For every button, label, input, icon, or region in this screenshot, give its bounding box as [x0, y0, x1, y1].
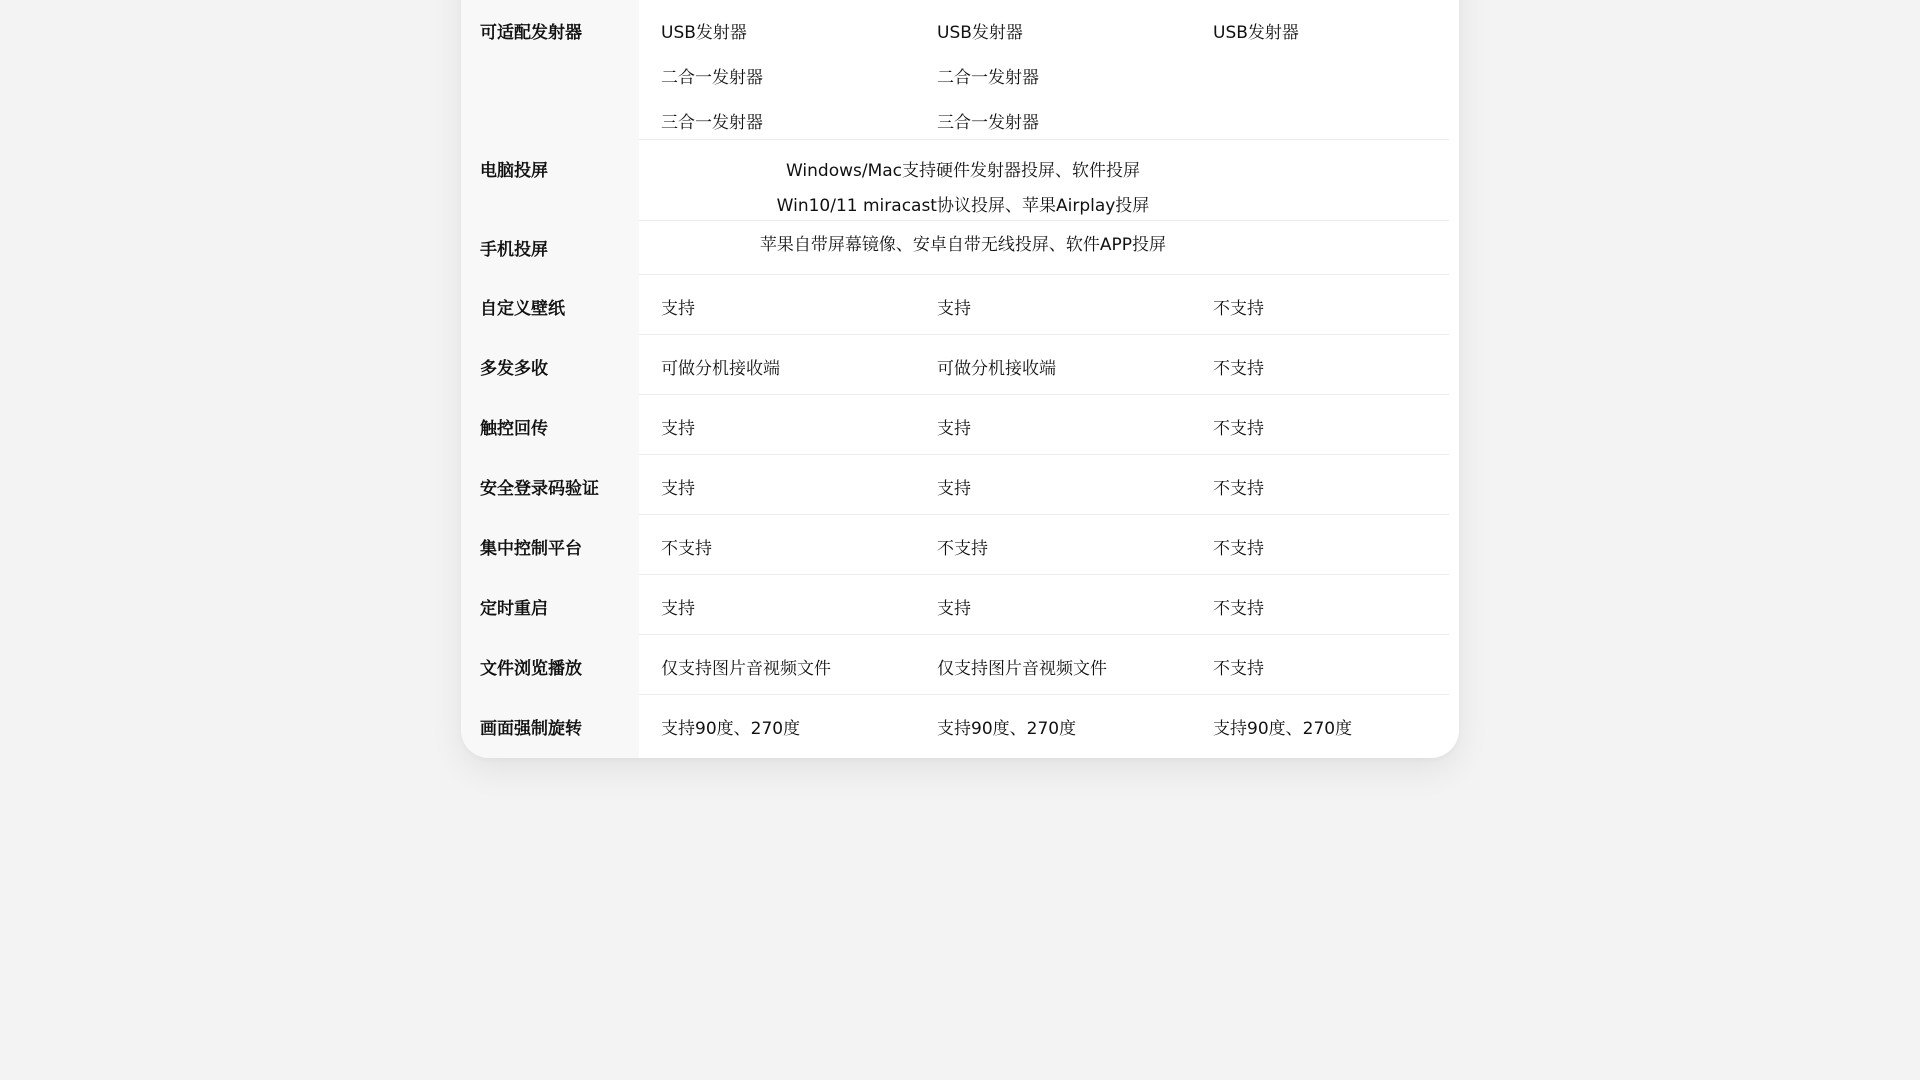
cell-col1: 二合一发射器: [661, 68, 763, 88]
cell-col3: 不支持: [1213, 659, 1264, 679]
cell-col3: USB发射器: [1213, 23, 1299, 43]
cell-col1: 支持: [661, 299, 695, 319]
row-label: 触控回传: [480, 419, 548, 439]
cell-col2: 支持: [937, 599, 971, 619]
row-label: 安全登录码验证: [480, 479, 599, 499]
row-label: 文件浏览播放: [480, 659, 582, 679]
cell-col2: 二合一发射器: [937, 68, 1039, 88]
cell-col1: 支持: [661, 479, 695, 499]
cell-col3: 不支持: [1213, 359, 1264, 379]
comparison-table-card: [461, 0, 1459, 758]
cell-col1: 仅支持图片音视频文件: [661, 659, 831, 679]
cell-col1: 不支持: [661, 539, 712, 559]
cell-col1: 支持90度、270度: [661, 719, 801, 739]
cell-col1: USB发射器: [661, 23, 747, 43]
cell-col2: 仅支持图片音视频文件: [937, 659, 1107, 679]
table-row-central: [461, 515, 1459, 575]
row-label: 电脑投屏: [480, 161, 548, 181]
cell-col2: 可做分机接收端: [937, 359, 1056, 379]
cell-col1: 三合一发射器: [661, 113, 763, 133]
cell-col3: 支持90度、270度: [1213, 719, 1353, 739]
row-label: 多发多收: [480, 359, 548, 379]
cell-col3: 不支持: [1213, 479, 1264, 499]
cell-col3: 不支持: [1213, 299, 1264, 319]
table-row-phone-cast: [461, 221, 1459, 275]
table-row-rotate: [461, 695, 1459, 755]
table-row-login: [461, 455, 1459, 515]
table-row-reboot: [461, 575, 1459, 635]
table-row-touch: [461, 395, 1459, 455]
table-row-files: [461, 635, 1459, 695]
cell-col1: 支持: [661, 599, 695, 619]
row-label: 定时重启: [480, 599, 548, 619]
row-label: 自定义壁纸: [480, 299, 565, 319]
row-label: 可适配发射器: [480, 23, 582, 43]
cell-col2: 支持90度、270度: [937, 719, 1077, 739]
row-label: 手机投屏: [480, 240, 548, 260]
table-row-wallpaper: [461, 275, 1459, 335]
cell-col3: 不支持: [1213, 539, 1264, 559]
merged-cell-line: Win10/11 miracast协议投屏、苹果Airplay投屏: [776, 196, 1150, 216]
cell-col2: 支持: [937, 479, 971, 499]
table-row-multi: [461, 335, 1459, 395]
cell-col2: 不支持: [937, 539, 988, 559]
row-label: 集中控制平台: [480, 539, 582, 559]
table-row-adapter: [461, 0, 1459, 140]
cell-col2: 支持: [937, 419, 971, 439]
cell-col2: 支持: [937, 299, 971, 319]
merged-cell-line: Windows/Mac支持硬件发射器投屏、软件投屏: [785, 161, 1141, 181]
cell-col2: 三合一发射器: [937, 113, 1039, 133]
cell-col1: 支持: [661, 419, 695, 439]
cell-col2: USB发射器: [937, 23, 1023, 43]
cell-col3: 不支持: [1213, 419, 1264, 439]
row-label: 画面强制旋转: [480, 719, 582, 739]
cell-col3: 不支持: [1213, 599, 1264, 619]
table-row-pc-cast: [461, 140, 1459, 221]
merged-cell-line: 苹果自带屏幕镜像、安卓自带无线投屏、软件APP投屏: [759, 235, 1167, 255]
cell-col1: 可做分机接收端: [661, 359, 780, 379]
